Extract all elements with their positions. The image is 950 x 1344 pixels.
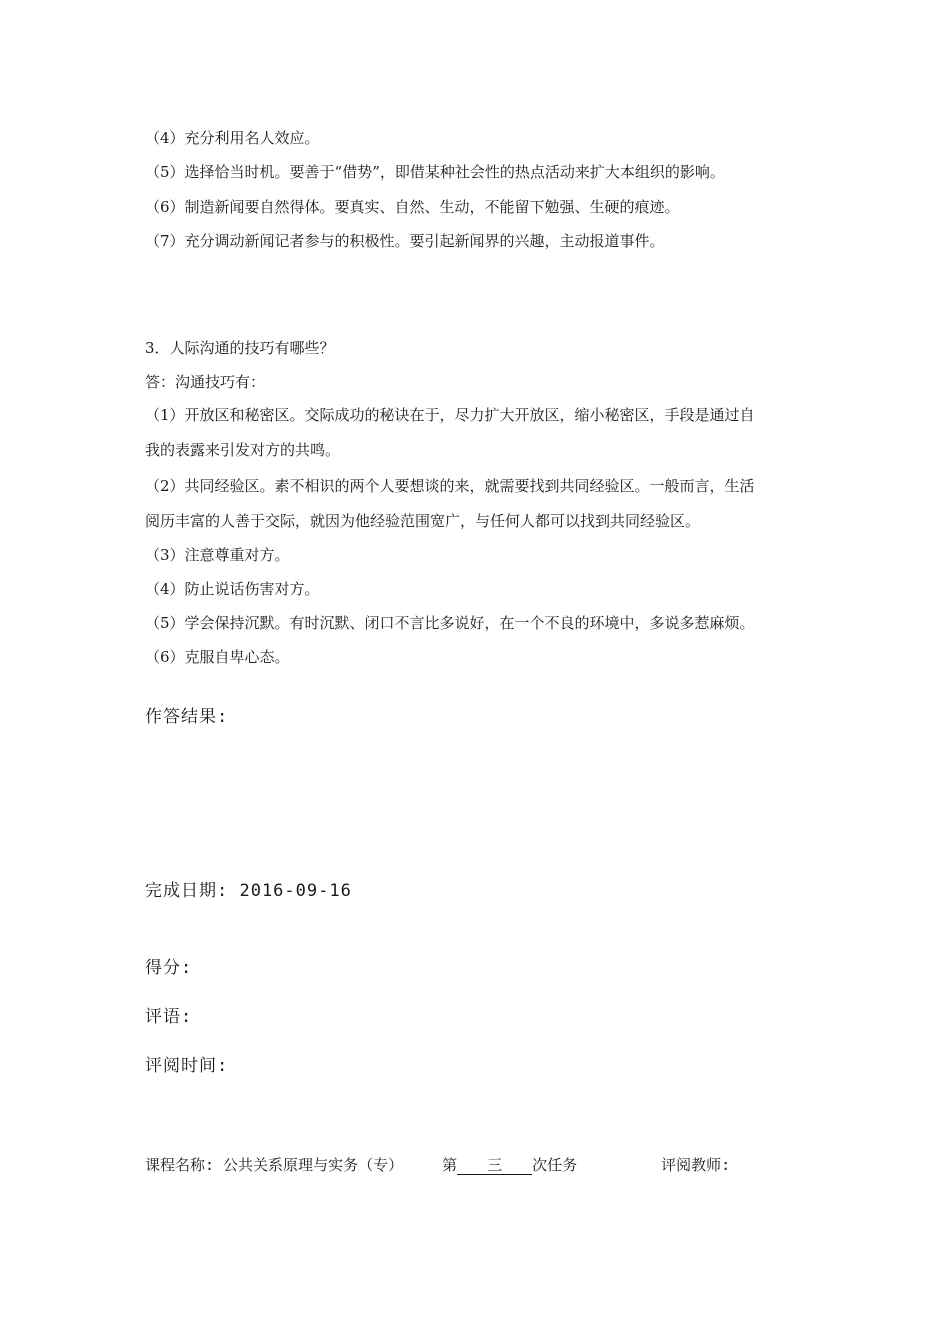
task-number: 三	[457, 1156, 532, 1175]
answer-result-label: 作答结果:	[145, 707, 229, 727]
answer-line: （1）开放区和秘密区。交际成功的秘诀在于，尽力扩大开放区，缩小秘密区，手段是通过自	[145, 406, 755, 424]
answer-line: （3）注意尊重对方。	[145, 546, 290, 564]
footer	[145, 1155, 845, 1175]
completion-date: 完成日期: 2016-09-16	[145, 881, 352, 901]
question-heading: 3．人际沟通的技巧有哪些？	[145, 339, 335, 357]
task-suffix: 次任务	[532, 1156, 578, 1174]
answer-line: 我的表露来引发对方的共鸣。	[145, 441, 341, 459]
reviewer-teacher: 评阅教师:	[661, 1156, 731, 1174]
score-label: 得分:	[145, 958, 193, 978]
answer-line: （6）克服自卑心态。	[145, 648, 290, 666]
list-item: （4）充分利用名人效应。	[145, 129, 320, 147]
list-item: （6）制造新闻要自然得体。要真实、自然、生动，不能留下勉强、生硬的痕迹。	[145, 198, 680, 216]
list-item: （7）充分调动新闻记者参与的积极性。要引起新闻界的兴趣，主动报道事件。	[145, 232, 665, 250]
answer-line: 阅历丰富的人善于交际，就因为他经验范围宽广，与任何人都可以找到共同经验区。	[145, 512, 701, 530]
comment-label: 评语:	[145, 1007, 193, 1027]
answer-line: （4）防止说话伤害对方。	[145, 580, 320, 598]
answer-intro: 答：沟通技巧有：	[145, 373, 266, 391]
answer-line: （2）共同经验区。素不相识的两个人要想谈的来，就需要找到共同经验区。一般而言，生活	[145, 477, 755, 495]
list-item: （5）选择恰当时机。要善于“借势”，即借某种社会性的热点活动来扩大本组织的影响。	[145, 163, 725, 181]
review-time-label: 评阅时间:	[145, 1056, 229, 1076]
answer-line: （5）学会保持沉默。有时沉默、闭口不言比多说好，在一个不良的环境中，多说多惹麻烦。	[145, 614, 755, 632]
task-prefix: 第	[442, 1156, 458, 1174]
course-name: 课程名称: 公共关系原理与实务（专）	[145, 1156, 404, 1174]
